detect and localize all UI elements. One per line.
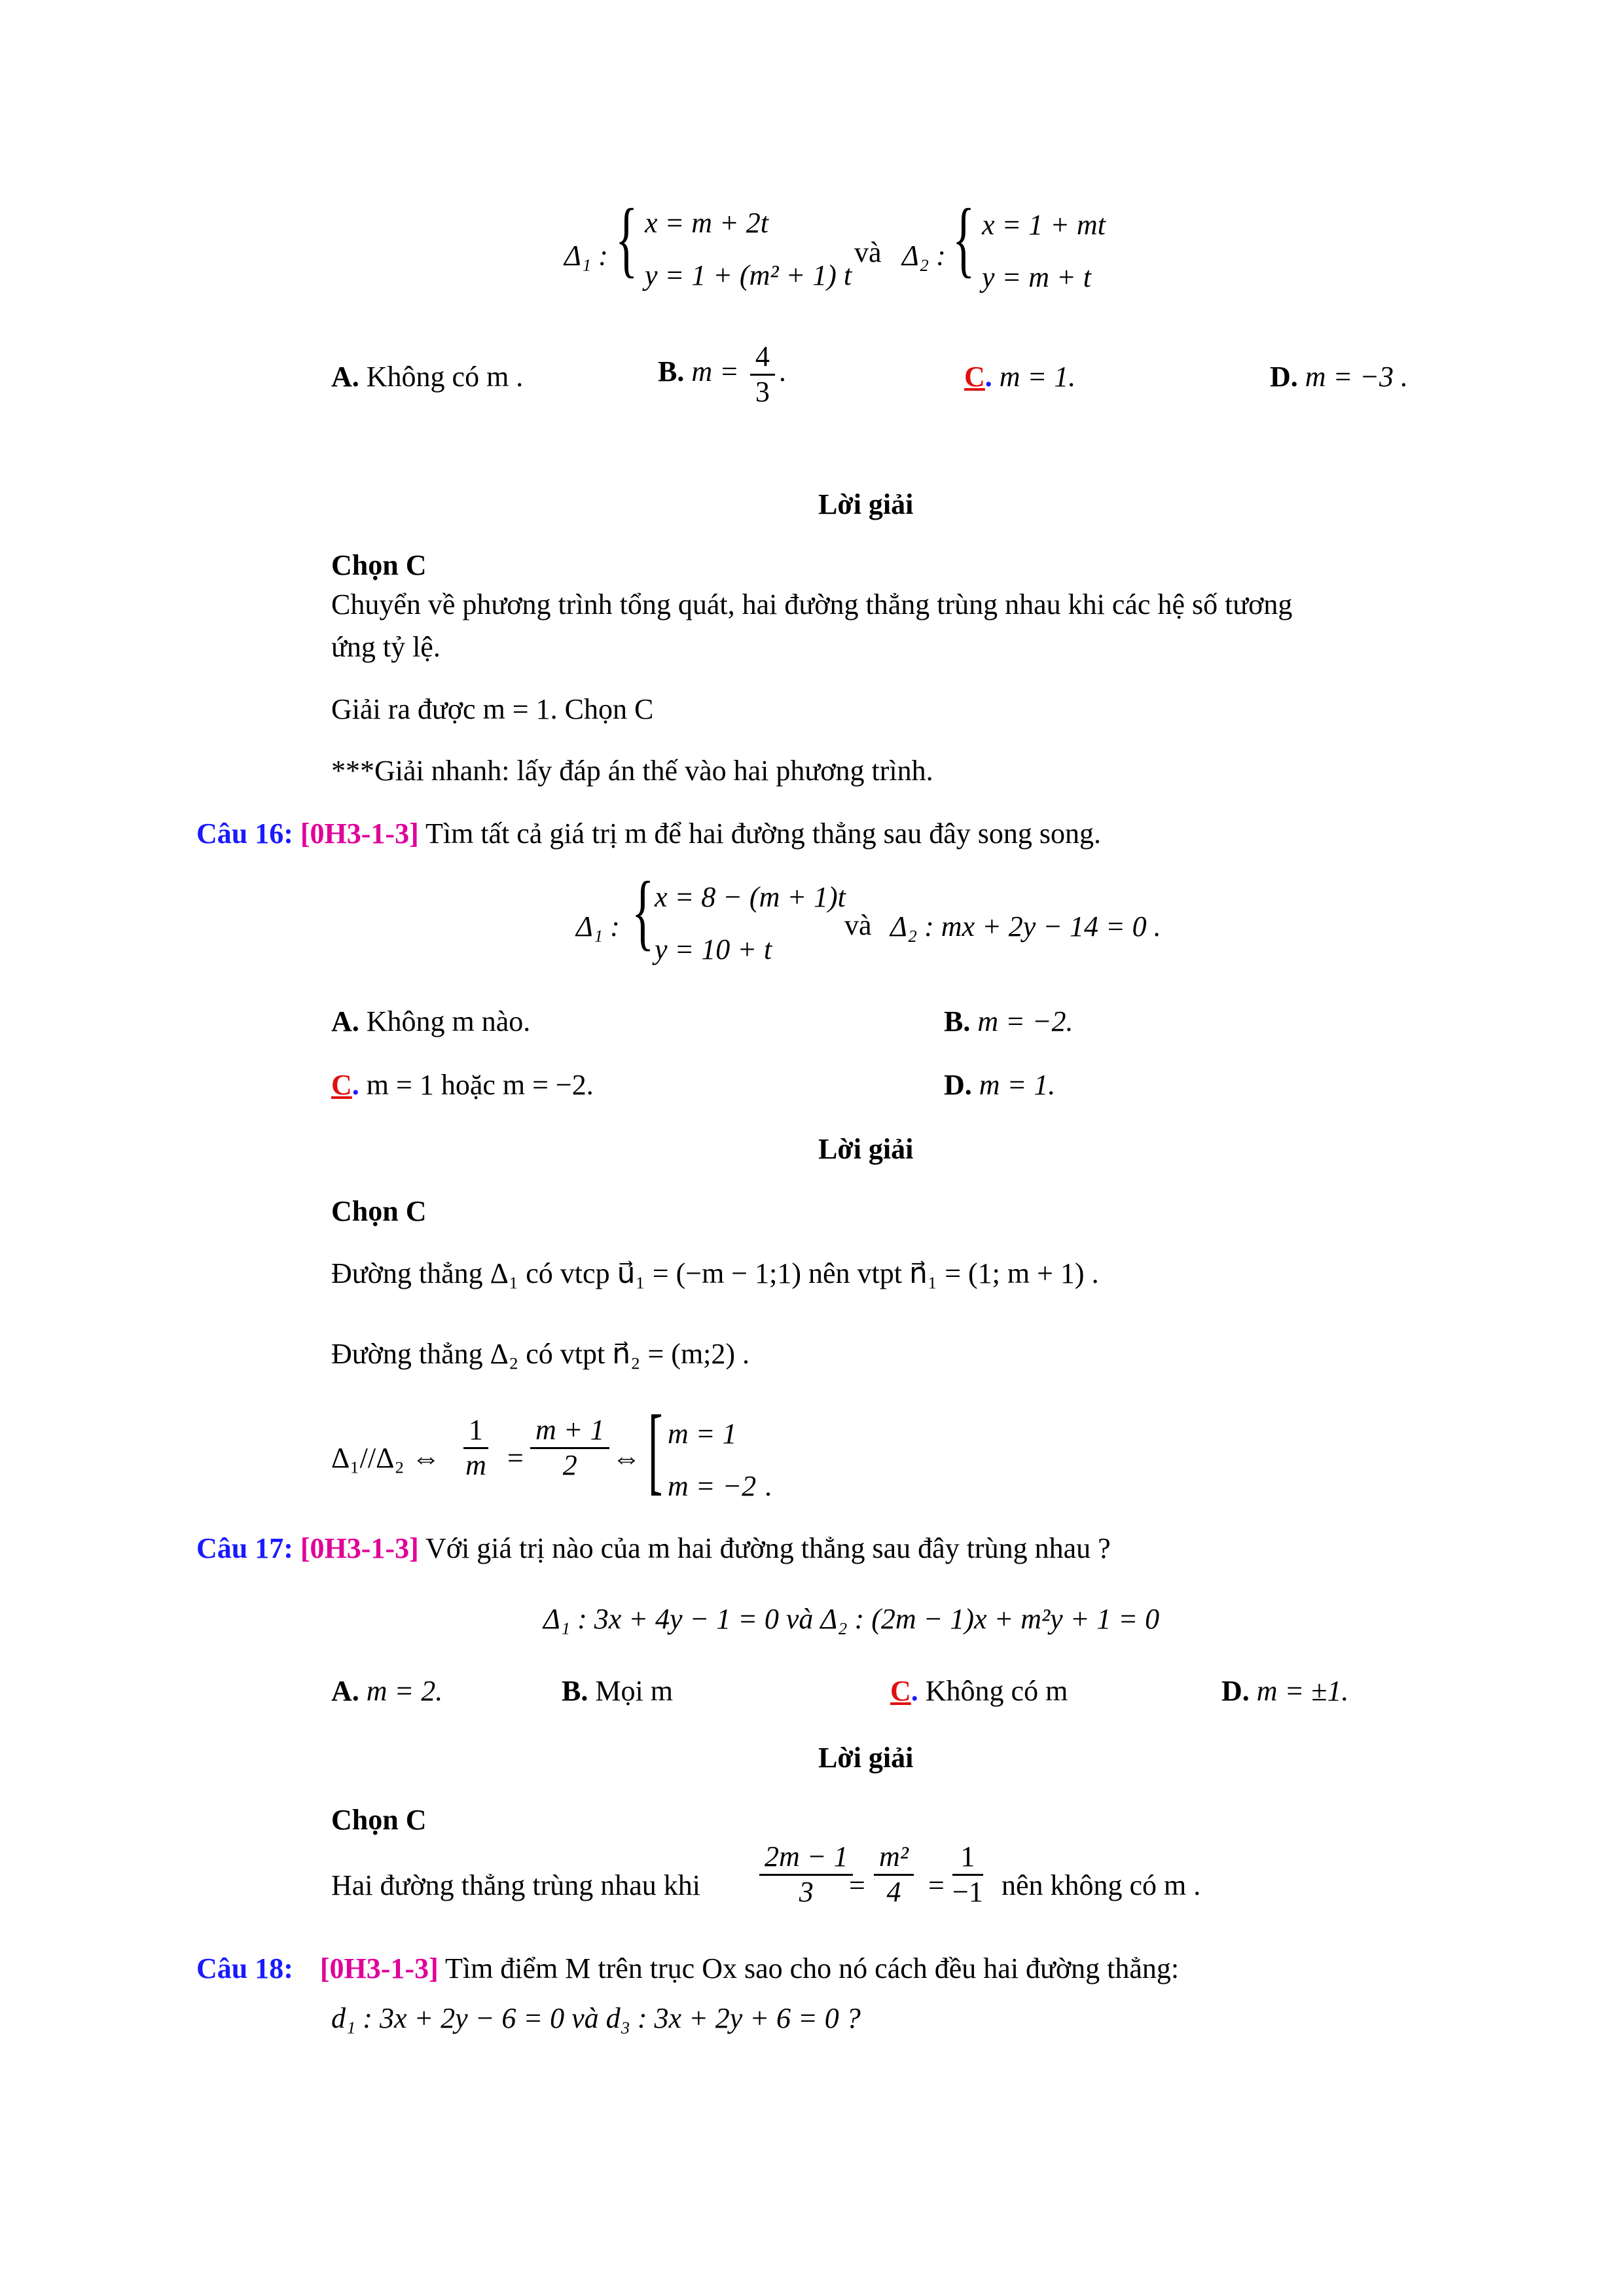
q17-solution-title: Lời giải bbox=[818, 1742, 914, 1774]
q18-header bbox=[196, 1952, 1179, 1985]
q15-d1-eq1: x = m + 2t bbox=[645, 207, 768, 239]
q16-solution-title: Lời giải bbox=[818, 1133, 914, 1165]
q16-d2: Δ₂ : mx + 2y − 14 = 0 . bbox=[890, 910, 1161, 942]
q16-d1-eq1: x = 8 − (m + 1)t bbox=[655, 881, 846, 913]
q15-choose: Chọn C bbox=[331, 549, 427, 581]
q17-code: [0H3-1-3] bbox=[300, 1532, 419, 1564]
q18-text: Tìm điểm M trên trục Ox sao cho nó cách đều hai đường thẳng: bbox=[444, 1952, 1180, 1984]
q16-code: [0H3-1-3] bbox=[300, 817, 419, 850]
q17-option-d: D. m = ±1. bbox=[1221, 1675, 1349, 1707]
q15-d1-eq2: y = 1 + (m² + 1) t bbox=[645, 259, 852, 291]
q16-option-b: B. m = −2. bbox=[944, 1005, 1074, 1037]
q17-equation: Δ₁ : 3x + 4y − 1 = 0 và Δ₂ : (2m − 1)x + m²y + 1 = 0 bbox=[543, 1603, 1160, 1635]
q18-line2: d₁ : 3x + 2y − 6 = 0 và d₃ : 3x + 2y + 6 = 0 ? bbox=[331, 2002, 861, 2034]
q16-d1-eq2: y = 10 + t bbox=[655, 933, 772, 965]
q15-and: và bbox=[854, 236, 882, 268]
q16-frac2: $\frac{m + 1}{2}$ bbox=[530, 1414, 609, 1482]
q16-d1-label: Δ₁ : bbox=[576, 910, 620, 942]
q17-frac2: $\frac{\text{m²}}{4}$ bbox=[874, 1840, 914, 1909]
q15-d2-brace: { bbox=[952, 192, 975, 286]
q15-sol-line3: Giải ra được m = 1. Chọn C bbox=[331, 693, 654, 725]
q18-code: [0H3-1-3] bbox=[319, 1952, 439, 1984]
q16-header bbox=[196, 817, 1101, 850]
q17-option-c: C. Không có m bbox=[890, 1675, 1068, 1707]
q16-d1-brace: { bbox=[632, 865, 655, 959]
q15-option-c: C. m = 1. bbox=[964, 361, 1076, 393]
q15-d2-eq1: x = 1 + mt bbox=[982, 209, 1106, 241]
q15-sol-line1: Chuyển về phương trình tổng quát, hai đường thẳng trùng nhau khi các hệ số tương bbox=[331, 588, 1293, 620]
q15-option-b: B. m = $\frac{4}{3}$ . bbox=[658, 340, 786, 408]
q16-sol-line2: Đường thẳng Δ₂ có vtpt n⃗₂ = (m;2) . bbox=[331, 1338, 750, 1370]
q16-choose: Chọn C bbox=[331, 1195, 427, 1227]
q15-sol-line4: ***Giải nhanh: lấy đáp án thế vào hai phương trình. bbox=[331, 755, 933, 787]
q17-label: Câu 17: bbox=[196, 1532, 293, 1564]
q16-text: Tìm tất cả giá trị m để hai đường thẳng sau đây song song. bbox=[425, 817, 1101, 850]
q17-frac1: $\frac{2m - 1}{3}$ bbox=[759, 1840, 853, 1909]
q16-sol-line1: Đường thẳng Δ₁ có vtcp u⃗₁ = (−m − 1;1) nên vtpt n⃗₁ = (1; m + 1) . bbox=[331, 1257, 1099, 1289]
q18-label: Câu 18: bbox=[196, 1952, 293, 1984]
q16-option-d: D. m = 1. bbox=[944, 1069, 1056, 1101]
q16-bracket: [ bbox=[648, 1395, 663, 1504]
q17-choose: Chọn C bbox=[331, 1804, 427, 1836]
q16-frac1: $\frac{1}{m}$ bbox=[463, 1414, 488, 1482]
q17-frac3: $\frac{1}{-1}$ bbox=[952, 1840, 983, 1908]
q17-header bbox=[196, 1532, 1111, 1565]
q16-and: và bbox=[844, 909, 872, 941]
q17-text: Với giá trị nào của m hai đường thẳng sau đây trùng nhau ? bbox=[425, 1532, 1111, 1564]
q17-option-b: B. Mọi m bbox=[562, 1675, 673, 1707]
q15-option-d: D. m = −3 . bbox=[1270, 361, 1408, 393]
q16-label: Câu 16: bbox=[196, 817, 293, 850]
q17-option-a: A. m = 2. bbox=[331, 1675, 443, 1707]
q16-option-a: A. Không m nào. bbox=[331, 1005, 531, 1037]
q15-sol-line2: ứng tỷ lệ. bbox=[331, 631, 441, 663]
q15-option-a: A. Không có m . bbox=[331, 361, 524, 393]
q15-d1-label: Δ₁ : bbox=[564, 240, 608, 272]
q15-d1-brace: { bbox=[615, 192, 638, 286]
q15-d2-eq2: y = m + t bbox=[982, 261, 1091, 293]
q16-option-c: C. m = 1 hoặc m = −2. bbox=[331, 1069, 594, 1101]
q15-d2-label: Δ₂ : bbox=[902, 240, 946, 272]
q15-solution-title: Lời giải bbox=[818, 488, 914, 520]
q15-b-fraction: $\frac{4}{3}$ bbox=[750, 340, 775, 408]
